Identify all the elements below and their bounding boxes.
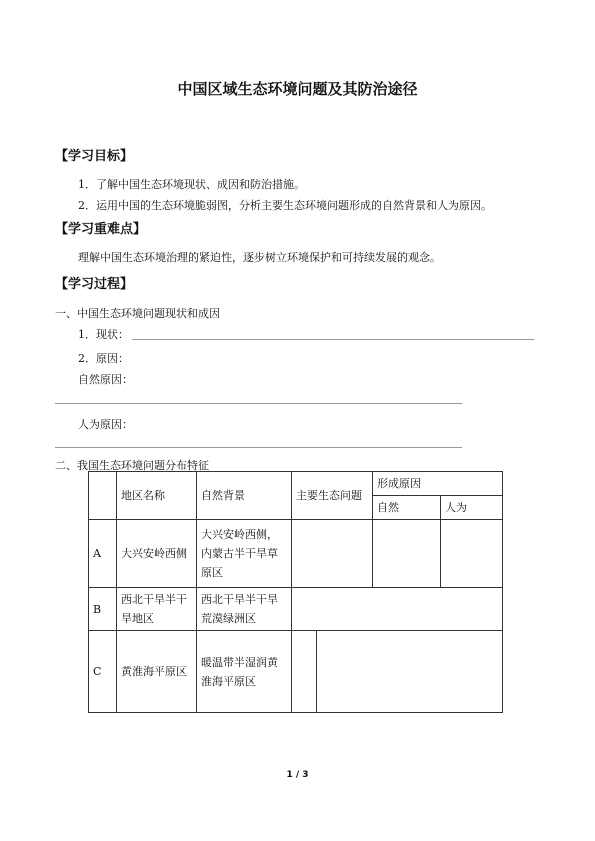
goal-item-1: 1．了解中国生态环境现状、成因和防治措施。 [78,178,305,191]
main-problem-header: 主要生态问题 [292,472,373,520]
row-region: 黄淮海平原区 [117,631,197,713]
process-heading: 【学习过程】 [55,277,134,292]
row-answer-cell[interactable] [292,588,503,631]
cause-label: 2．原因： [78,352,129,365]
row-id: A [89,520,117,588]
keypoints-heading: 【学习重难点】 [55,222,147,237]
row-answer-cell-1[interactable] [292,631,317,713]
row-answer-cell-2[interactable] [317,631,503,713]
row-background: 西北干旱半干旱荒漠绿洲区 [197,588,292,631]
natural-cause-label: 自然原因： [78,373,133,386]
keypoints-text: 理解中国生态环境治理的紧迫性，逐步树立环境保护和可持续发展的观念。 [78,251,441,264]
page-title: 中国区域生态环境问题及其防治途径 [177,80,418,98]
table-row [89,520,503,588]
id-header-cell [89,472,117,520]
goal-item-2: 2．运用中国的生态环境脆弱图，分析主要生态环境问题形成的自然背景和人为原因。 [78,199,492,212]
human-header: 人为 [441,496,503,520]
region-header: 地区名称 [117,472,197,520]
human-cause-answer-line[interactable] [55,447,462,448]
row-id: B [89,588,117,631]
status-label: 1．现状： [78,328,129,341]
row-id: C [89,631,117,713]
goals-heading: 【学习目标】 [55,149,134,164]
table-header-row [89,472,503,496]
natural-header: 自然 [373,496,441,520]
table-row [89,588,503,631]
row-region: 大兴安岭西侧 [117,520,197,588]
status-answer-line[interactable] [132,339,534,340]
row-region: 西北干旱半干旱地区 [117,588,197,631]
page-number: 1 / 3 [286,770,309,780]
row-background: 暖温带半湿润黄淮海平原区 [197,631,292,713]
row-natural-cell[interactable] [373,520,441,588]
background-header: 自然背景 [197,472,292,520]
human-cause-label: 人为原因： [78,418,133,431]
distribution-table [88,471,503,713]
row-background: 大兴安岭西侧，内蒙古半干旱草原区 [197,520,292,588]
natural-cause-answer-line[interactable] [55,403,462,404]
section1-title: 一、中国生态环境问题现状和成因 [55,307,220,320]
row-human-cell[interactable] [441,520,503,588]
table-row [89,631,503,713]
cause-header: 形成原因 [373,472,503,496]
section2-title: 二、我国生态环境问题分布特征 [55,459,209,472]
row-main-problem-cell[interactable] [292,520,373,588]
